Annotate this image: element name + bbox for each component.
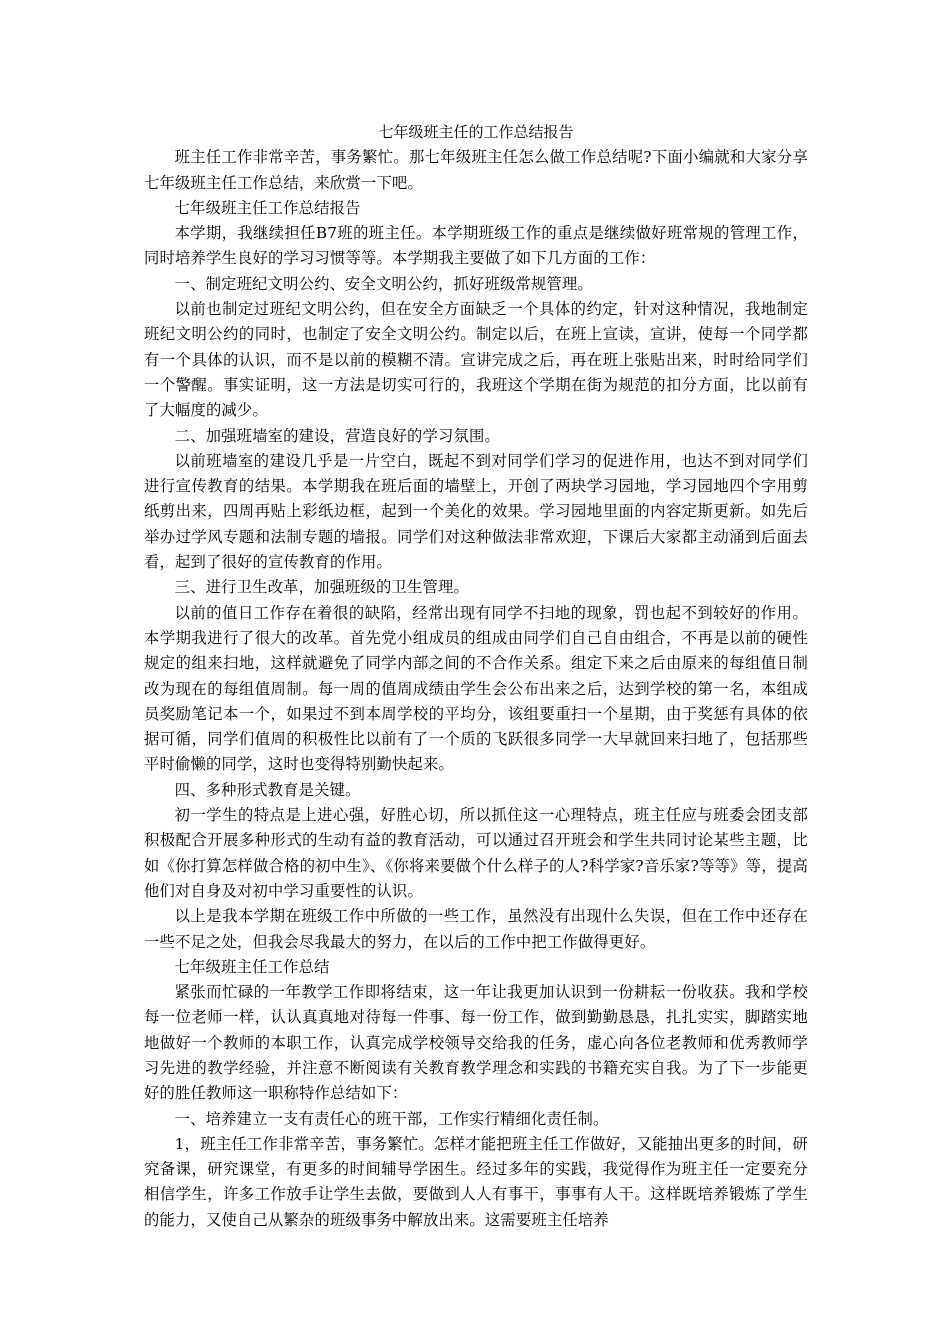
paragraph: 紧张而忙碌的一年教学工作即将结束，这一年让我更加认识到一份耕耘一份收获。我和学校每一位老师一样，认认真真地对待每一件事、每一份工作，做到勤勤恳恳，扎扎实实，脚踏实地地做好一个教师的本职工作，认真完成学校领导交给我的任务，虚心向各位老教师和优秀教师学习先进的教学经验，并注意不断阅读有关教育教学理念和实践的书籍充实自我。为了下一步能更好的胜任教师这一职称特作总结如下：	[144, 983, 808, 1103]
section-heading-4: 四、多种形式教育是关键。	[174, 780, 361, 799]
paragraph-intro: 班主任工作非常辛苦，事务繁忙。那七年级班主任怎么做工作总结呢?下面小编就和大家分享七年级班主任工作总结，来欣赏一下吧。	[144, 148, 808, 192]
section-heading-report: 七年级班主任工作总结报告	[174, 198, 361, 217]
paragraph: 以上是我本学期在班级工作中所做的一些工作，虽然没有出现什么失误，但在工作中还存在一些不足之处，但我会尽我最大的努力，在以后的工作中把工作做得更好。	[144, 907, 808, 951]
paragraph: 以前也制定过班纪文明公约，但在安全方面缺乏一个具体的约定，针对这种情况，我地制定班纪文明公约的同时，也制定了安全文明公约。制定以后，在班上宣读，宣讲，使每一个同学都有一个具体的认识，而不是以前的模糊不清。宣讲完成之后，再在班上张贴出来，时时给同学们一个警醒。事实证明，这一方法是切实可行的，我班这个学期在街为规范的扣分方面，比以前有了大幅度的减少。	[144, 300, 808, 420]
paragraph: 初一学生的特点是上进心强，好胜心切，所以抓住这一心理特点，班主任应与班委会团支部积极配合开展多种形式的生动有益的教育活动，可以通过召开班会和学生共同讨论某些主题，比如《你打算怎样做合格的初中生》、《你将来要做个什么样子的人?科学家?音乐家?等等》等，提高他们对自身及对初中学习重要性的认识。	[144, 806, 808, 900]
document-page	[144, 120, 808, 1233]
section-heading-1: 一、制定班纪文明公约、安全文明公约，抓好班级常规管理。	[174, 274, 594, 293]
paragraph: 以前班墙室的建设几乎是一片空白，既起不到对同学们学习的促进作用，也达不到对同学们进行宣传教育的结果。本学期我在班后面的墙壁上，开创了两块学习园地，学习园地四个字用剪纸剪出来，四周再贴上彩纸边框，起到一个美化的效果。学习园地里面的内容定斯更新。如先后举办过学风专题和法制专题的墙报。同学们对这种做法非常欢迎，下课后大家都主动涌到后面去看，起到了很好的宣传教育的作用。	[144, 451, 808, 572]
section-heading-3: 三、进行卫生改革，加强班级的卫生管理。	[174, 578, 470, 597]
section-heading-2: 二、加强班墙室的建设，营造良好的学习氛围。	[174, 426, 501, 445]
section-heading-summary: 七年级班主任工作总结	[174, 957, 330, 976]
paragraph: 1，班主任工作非常辛苦，事务繁忙。怎样才能把班主任工作做好，又能抽出更多的时间，研究备课，研究课堂，有更多的时间辅导学困生。经过多年的实践，我觉得作为班主任一定要充分相信学生，许多工作放手让学生去做，要做到人人有事干，事事有人干。这样既培养锻炼了学生的能力，又使自己从繁杂的班级事务中解放出来。这需要班主任培养	[144, 1134, 808, 1229]
paragraph: 以前的值日工作存在着很的缺陷，经常出现有同学不扫地的现象，罚也起不到较好的作用。本学期我进行了很大的改革。首先党小组成员的组成由同学们自己自由组合，不再是以前的硬性规定的组来扫地，这样就避免了同学内部之间的不合作关系。组定下来之后由原来的每组值日制改为现在的每组值周制。每一周的值周成绩由学生会公布出来之后，达到学校的第一名，本组成员奖励笔记本一个，如果过不到本周学校的平均分，该组要重扫一个星期，由于奖惩有具体的依据可循，同学们值周的积极性比以前有了一个质的飞跃很多同学一大早就回来扫地了，包括那些平时偷懒的同学，这时也变得特别勤快起来。	[144, 603, 808, 774]
paragraph: 本学期，我继续担任B7班的班主任。本学期班级工作的重点是继续做好班常规的管理工作，同时培养学生良好的学习习惯等等。本学期我主要做了如下几方面的工作：	[144, 224, 808, 268]
section-heading-cadre: 一、培养建立一支有责任心的班干部，工作实行精细化责任制。	[174, 1109, 609, 1128]
document-title: 七年级班主任的工作总结报告	[378, 123, 574, 141]
